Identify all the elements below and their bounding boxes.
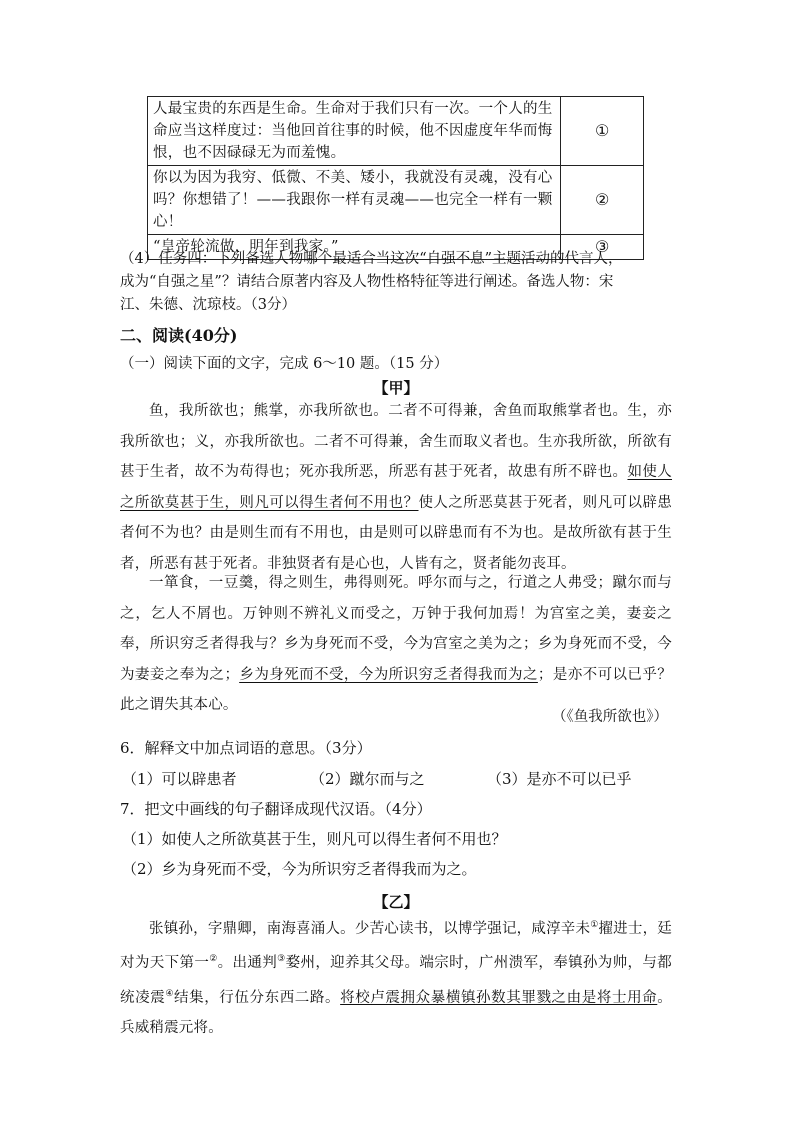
question-6-item: （1）可以辟患者 <box>122 770 237 788</box>
quote-cell: “皇帝轮流做，明年到我家。” <box>148 235 561 260</box>
question-7-stem: 7．把文中画线的句子翻译成现代汉语。（4分） <box>120 800 432 818</box>
footnote-marker: ④ <box>165 988 174 999</box>
question-7-item: （2）乡为身死而不受，今为所识穷乏者得我而为之。 <box>122 860 477 878</box>
passage-label-yi: 【乙】 <box>373 893 419 911</box>
answer-blank-cell: ③ <box>561 235 644 260</box>
quote-cell: 人最宝贵的东西是生命。生命对于我们只有一次。一个人的生命应当这样度过：当他回首往事的时候，他不因虚度年华而悔恨，也不因碌碌无为而羞愧。 <box>148 97 561 166</box>
text-span: 擢进士，廷对为天下第一 <box>120 920 672 972</box>
text-span: 。兵威稍震元将。 <box>120 989 672 1036</box>
question-6-stem: 6．解释文中加点词语的意思。（3分） <box>120 739 372 757</box>
underlined-sentence: 乡为身死而不受，今为所识穷乏者得我而为之 <box>239 666 538 683</box>
task4-line: 成为“自强之星”？请结合原著内容及人物性格特征等进行阐述。备选人物：宋 <box>120 274 614 290</box>
answer-blank-cell: ① <box>561 97 644 166</box>
footnote-marker: ③ <box>277 954 286 965</box>
answer-blank-cell: ② <box>561 166 644 235</box>
task4-line: 江、朱德、沈琼枝。（3分） <box>120 297 296 313</box>
task4-line: （4）任务四：下列备选人物哪个最适合当这次“自强不息”主题活动的代言人， <box>120 251 623 267</box>
table-row <box>148 166 644 235</box>
footnote-marker: ② <box>209 954 218 965</box>
section-title: 二、阅读(40分) <box>120 326 238 345</box>
text-span: 使人之所恶莫甚于死者，则凡可以辟患者何不为也？由是则生而有不用也，由是则可以辟患而有不为也。是故所欲有甚于生者，所恶有甚于死者。非独贤者有是心也，人皆有之，贤者能勿丧耳。 <box>120 494 672 572</box>
passage-source: （《鱼我所欲也》） <box>552 709 668 725</box>
text-span: 。出通判 <box>217 955 278 972</box>
passage-label-jia: 【甲】 <box>373 379 419 397</box>
text-span: 一箪食，一豆羹，得之则生，弗得则死。呼尔而与之，行道之人弗受；蹴尔而与之，乞人不屑也。万钟则不辨礼义而受之，万钟于我何加焉！为宫室之美，妻妾之奉，所识穷乏者得我与？乡为身死而不受，今为宫室之美为之；乡为身死而不受，今为妻妾之奉为之； <box>120 575 672 683</box>
text-span: 结集，行伍分东西二路。 <box>173 989 341 1006</box>
jia-paragraph-2 <box>120 568 672 721</box>
table-row <box>148 97 644 166</box>
text-span: 婺州，迎养其父母。端宗时，广州溃军，奉镇孙为帅，与都统凌震 <box>120 955 672 1006</box>
question-6-item: （2）蹴尔而与之 <box>310 770 425 788</box>
quote-cell: 你以为因为我穷、低微、不美、矮小，我就没有灵魂，没有心吗？你想错了！——我跟你一样有灵魂——也完全一样有一颗心！ <box>148 166 561 235</box>
part-heading: （一）阅读下面的文字，完成 6～10 题。（15 分） <box>120 356 449 372</box>
quote-table <box>147 96 644 260</box>
jia-paragraph-1 <box>120 396 672 579</box>
yi-paragraph <box>120 910 672 1043</box>
question-6-item: （3）是亦不可以已乎 <box>487 770 632 788</box>
text-span: 张镇孙，字鼎卿，南海喜涌人。少苦心读书，以博学强记，咸淳辛未 <box>149 920 591 937</box>
question-7-item: （1）如使人之所欲莫甚于生，则凡可以得生者何不用也？ <box>122 830 507 848</box>
text-span: ；是亦不可以已乎？此之谓失其本心。 <box>120 666 672 713</box>
underlined-sentence: 如使人之所欲莫甚于生，则凡可以得生者何不用也？ <box>120 464 673 511</box>
underlined-sentence: 将校卢震拥众暴横镇孙数其罪戮之由是将士用命 <box>340 989 658 1006</box>
footnote-marker: ① <box>590 920 599 930</box>
text-span: 鱼，我所欲也；熊掌，亦我所欲也。二者不可得兼，舍鱼而取熊掌者也。生，亦我所欲也；义，亦我所欲也。二者不可得兼，舍生而取义者也。生亦我所欲，所欲有甚于生者，故不为苟得也；死亦我所恶，所恶有甚于死者，故患有所不辟也。 <box>120 403 672 480</box>
